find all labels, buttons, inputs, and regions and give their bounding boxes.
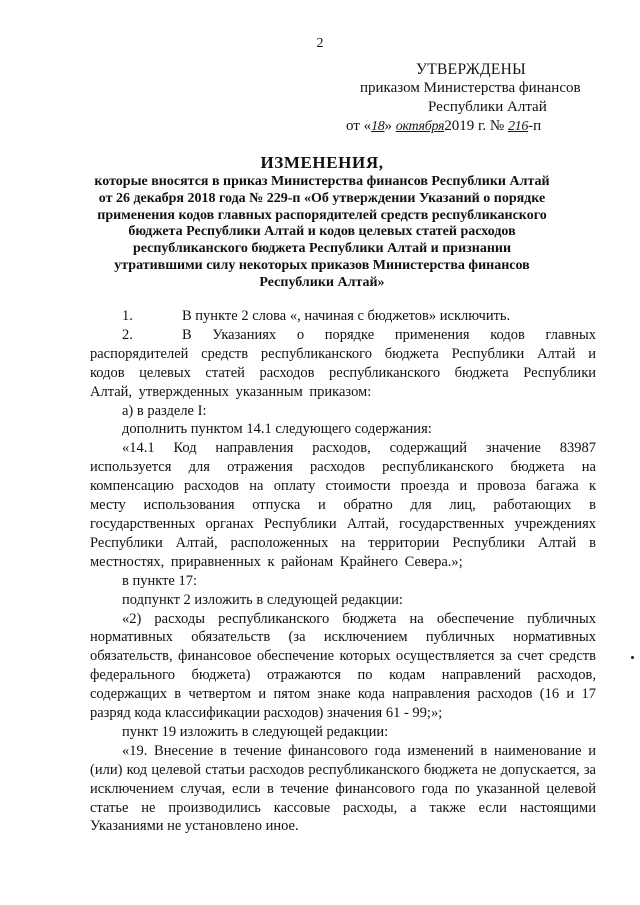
date-prefix: от «: [346, 118, 372, 134]
heading-subtitle-line: применения кодов главных распорядителей средств республиканского: [97, 207, 547, 223]
paragraph-14-1: «14.1 Код направления расходов, содержащий значение 83987 используется для отражения расходов республиканского бюджета на компенсацию расходов на оплату стоимости проезда и провоза багажа к месту использования отпуска и обратно для лиц, работающих в государственных органах Республики Алтай, государственных учреждениях Республики Алтай, расположенных на территории Республики Алтай в местностях, приравненных к районам Крайнего Севера.»;: [90, 440, 596, 570]
heading-subtitle-line: Республики Алтай»: [259, 274, 385, 290]
item-2-paragraph: [90, 326, 596, 402]
document-heading: [82, 152, 562, 292]
handwritten-number: 216: [507, 119, 529, 134]
handwritten-month: октября: [395, 119, 445, 134]
point-19-text: «19. Внесение в течение финансового года изменений в наименование и (или) код целевой статьи расходов республиканского бюджета не допускается, за исключением случая, если в течение финансового года по указанной целевой статье не производились кассовые расходы, а также если настоящими Указаниями не установлено иное.: [90, 742, 596, 835]
heading-subtitle-line: республиканского бюджета Республики Алтай и признании: [132, 241, 512, 257]
heading-subtitle-line: утратившими силу некоторых приказов Министерства финансов: [114, 257, 530, 273]
approval-date-line: [346, 117, 606, 136]
scan-edge-mark: [631, 656, 634, 659]
approval-region-line: Республики Алтай: [428, 99, 547, 115]
date-year: 2019 г. №: [444, 118, 505, 134]
document-body: [90, 307, 596, 836]
item-2-text: В Указаниях о порядке применения кодов главных распорядителей средств республиканского бюджета Республики Алтай и кодов целевых статей расходов республиканского бюджета Республики Алтай, утвержденных указанным приказом:: [90, 326, 596, 400]
approval-issuer-line: приказом Министерства финансов: [360, 80, 581, 96]
subpoint-2-text: «2) расходы республиканского бюджета на обеспечение публичных нормативных обязательств (за исключением публичных нормативных обязательств, финансовое обеспечение которых осуществляется за счет средств федерального бюджета) отражаются по кодам направлений расходов, содержащих в четвертом и пятом знаке кода направления расходов (16 и 17 разряд кода классификации расходов) значения 61 - 99;»;: [90, 610, 596, 722]
handwritten-day: 18: [371, 119, 385, 134]
approval-title: УТВЕРЖДЕНЫ: [416, 61, 526, 78]
item-1-text: В пункте 2 слова «, начиная с бюджетов» исключить.: [182, 308, 511, 324]
date-day-close: »: [384, 118, 393, 134]
number-suffix: -п: [528, 118, 542, 134]
heading-title: ИЗМЕНЕНИЯ,: [260, 153, 384, 172]
item-1-paragraph: [90, 307, 596, 326]
heading-subtitle-line: которые вносятся в приказ Министерства финансов Республики Алтай: [94, 174, 550, 189]
point-19-intro: пункт 19 изложить в следующей редакции:: [122, 723, 389, 740]
heading-subtitle-line: от 26 декабря 2018 года № 229-п «Об утверждении Указаний о порядке: [98, 190, 546, 206]
add-14-1-line: дополнить пунктом 14.1 следующего содержания:: [122, 421, 432, 438]
approval-stamp: [346, 60, 606, 136]
item-1-number: 1.: [122, 308, 133, 324]
item-2-number: 2.: [122, 326, 133, 343]
section-a-line: а) в разделе I:: [122, 402, 207, 419]
heading-subtitle-line: бюджета Республики Алтай и кодов целевых статей расходов: [128, 224, 516, 240]
subpoint-2-intro: подпункт 2 изложить в следующей редакции:: [122, 591, 403, 608]
in-point-17-line: в пункте 17:: [122, 572, 198, 589]
page-number: 2: [316, 36, 324, 51]
